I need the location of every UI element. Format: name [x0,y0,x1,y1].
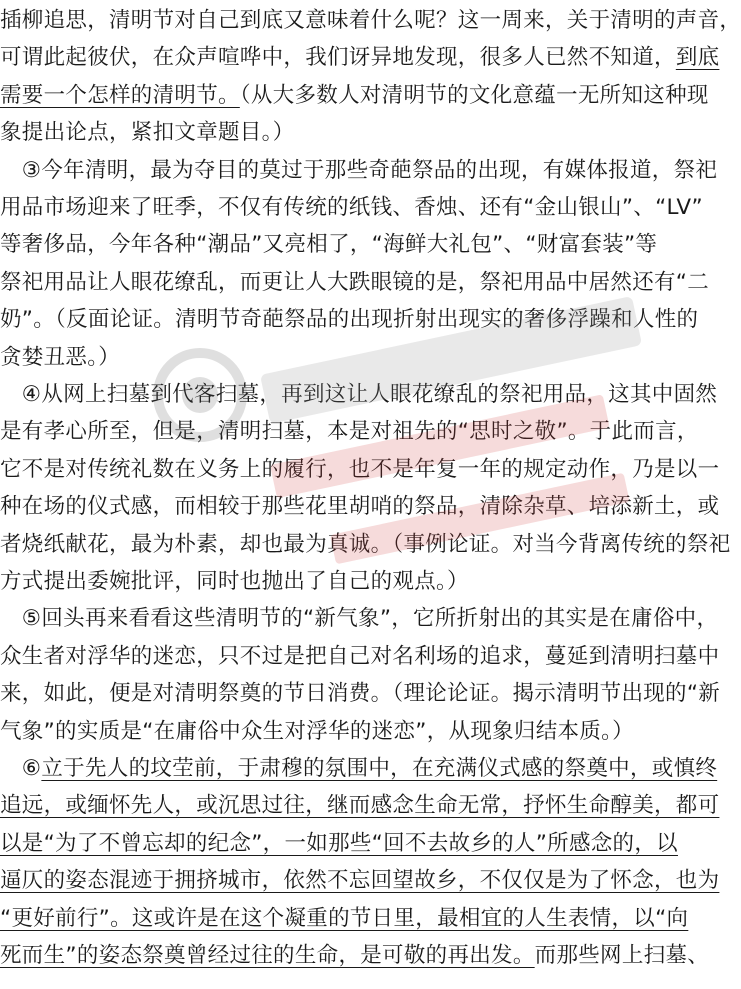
text-segment: 种在场的仪式感，而相较于那些花里胡哨的祭品，清除杂草、培添新土，或 [0,494,720,520]
text-line [0,413,700,451]
text-line [0,301,700,339]
text-line [0,675,721,713]
text-segment: 它不是对传统礼数在义务上的履行，也不是年复一年的规定动作，乃是以一 [0,456,720,482]
text-segment: 用品市场迎来了旺季，不仅有传统的纸钱、香烛、还有“金山银山”、“LV” [0,195,703,220]
underlined-text: 立于先人的坟茔前，于肃穆的氛围中，在充满仪式感的祭奠中，或慎终 [41,756,718,781]
text-segment: 来，如此，便是对清明祭奠的节日消费。（理论论证。揭示清明节出现的“新 [0,681,721,707]
underlined-text: 逼仄的姿态混迹于拥挤城市，依然不忘回望故乡，不仅仅是为了怀念，也为 [0,868,720,894]
text-line [0,937,710,975]
text-line [0,600,719,638]
text-line [0,862,720,900]
text-line [0,750,718,788]
text-line [0,152,718,190]
text-segment: 插柳追思，清明节对自己到底又意味着什么呢？这一周来，关于清明的声音， [0,8,741,33]
text-line [0,900,700,938]
text-line [0,39,720,77]
text-line [0,77,709,115]
underlined-text: 需要一个怎样的清明节。 [0,82,240,108]
text-segment: 祭祀用品让人眼花缭乱，而更让人大跌眼镜的是，祭祀用品中居然还有“二 [0,269,710,295]
text-line [0,376,718,414]
text-segment: 气象”的实质是“在庸俗中众生对浮华的迷恋”，从现象归结本质。） [0,718,634,744]
text-segment: 可谓此起彼伏，在众声喧哗中，我们讶异地发现，很多人已然不知道， [0,45,676,71]
text-line [0,713,700,751]
underlined-text: 追远，或缅怀先人，或沉思过往，继而感念生命无常，抒怀生命醇美，都可 [0,793,720,819]
text-segment: ⑤回头再来看看这些清明节的“新气象”，它所折射出的其实是在庸俗中， [0,606,719,632]
underlined-text: 以是“为了不曾忘却的纪念”，一如那些“回不去故乡的人”所感念的，以 [0,830,678,856]
text-segment: 是有孝心所至，但是，清明扫墓，本是对祖先的“思时之敬”。于此而言， [0,419,699,445]
text-segment: （从大多数人对清明节的文化意蕴一无所知这种现 [239,82,709,108]
text-line [0,451,720,489]
text-line [0,825,700,863]
text-line [0,488,720,526]
text-segment: 众生者对浮华的迷恋，只不过是把自己对名利场的追求，蔓延到清明扫墓中 [0,643,720,669]
text-segment: 奶”。（反面论证。清明节奇葩祭品的出现折射出现实的奢侈浮躁和人性的 [0,307,699,333]
text-line [0,189,703,227]
text-segment: 方式提出委婉批评，同时也抛出了自己的观点。） [0,569,469,594]
text-segment: 而那些网上扫墓、 [534,943,710,968]
text-line [0,339,700,377]
text-segment: 贪婪丑恶。） [0,344,121,370]
text-segment: 者烧纸献花，最为朴素，却也最为真诚。（事例论证。对当今背离传统的祭祀 [0,531,731,557]
text-segment: 象提出论点，紧扣文章题目。） [0,120,295,146]
underlined-text: 死而生”的姿态祭奠曾经过往的生命，是可敬的再出发。 [0,943,535,968]
text-line [0,787,720,825]
text-line [0,526,731,564]
underlined-text: 到底 [675,45,720,71]
text-line [0,114,700,152]
text-segment: ④从网上扫墓到代客扫墓，再到这让人眼花缭乱的祭祀用品，这其中固然 [0,382,718,407]
text-line [0,2,741,40]
underlined-text: “更好前行”。这或许是在这个凝重的节日里，最相宜的人生表情，以“向 [0,905,689,931]
text-line [0,638,720,676]
text-line [0,226,700,264]
text-segment: ⑥ [0,756,42,781]
text-segment: ③今年清明，最为夺目的莫过于那些奇葩祭品的出现，有媒体报道，祭祀 [0,157,718,183]
text-line [0,563,700,601]
text-segment: 等奢侈品，今年各种“潮品”又亮相了，“海鲜大礼包”、“财富套装”等 [0,232,658,258]
text-line [0,264,710,302]
